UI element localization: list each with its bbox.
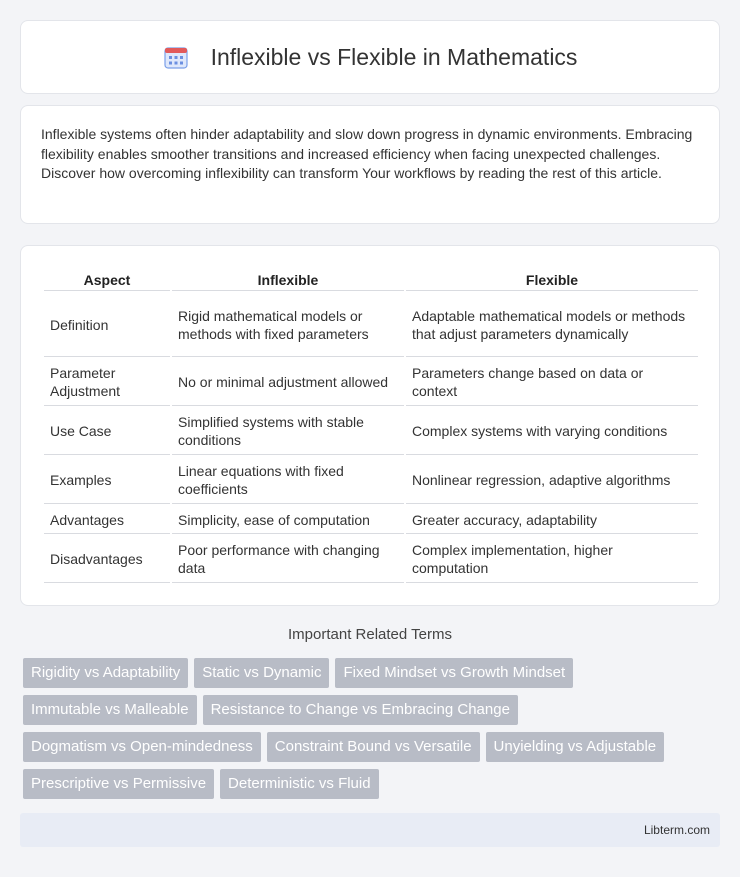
page-title: Inflexible vs Flexible in Mathematics (210, 43, 578, 70)
comparison-table-card (20, 245, 720, 606)
table-row (44, 293, 698, 357)
intro-text: Inflexible systems often hinder adaptability and slow down progress in dynamic environments. Embracing flexibility enables smoother transitions and increased efficiency when facing unexpected challenges. Discover how overcoming inflexibility can transform Your workflows by reading the rest of this article. (41, 126, 693, 181)
table-cell: Complex implementation, higher computation (406, 536, 698, 583)
column-header-flexible: Flexible (406, 268, 698, 291)
table-cell: Rigid mathematical models or methods with fixed parameters (172, 293, 404, 357)
table-cell: Examples (44, 457, 170, 504)
table-cell: Complex systems with varying conditions (406, 408, 698, 455)
table-cell: Simplicity, ease of computation (172, 506, 404, 534)
table-cell: Use Case (44, 408, 170, 455)
table-cell: Linear equations with fixed coefficients (172, 457, 404, 504)
table-cell: Poor performance with changing data (172, 536, 404, 583)
footer (20, 813, 720, 847)
table-row (44, 506, 698, 534)
column-header-aspect: Aspect (44, 268, 170, 291)
related-term-tag[interactable]: Fixed Mindset vs Growth Mindset (335, 658, 573, 688)
table-row (44, 408, 698, 455)
table-header-row (44, 268, 698, 291)
column-header-inflexible: Inflexible (172, 268, 404, 291)
related-term-tag[interactable]: Unyielding vs Adjustable (486, 732, 665, 762)
table-cell: Parameter Adjustment (44, 359, 170, 406)
table-cell: Parameters change based on data or context (406, 359, 698, 406)
related-terms-list (23, 658, 723, 799)
related-term-tag[interactable]: Static vs Dynamic (194, 658, 329, 688)
table-cell: Disadvantages (44, 536, 170, 583)
table-row (44, 536, 698, 583)
table-cell: Nonlinear regression, adaptive algorithms (406, 457, 698, 504)
comparison-table (42, 266, 700, 585)
calendar-grid-icon (163, 44, 189, 70)
related-term-tag[interactable]: Rigidity vs Adaptability (23, 658, 188, 688)
table-cell: Simplified systems with stable conditions (172, 408, 404, 455)
table-cell: Advantages (44, 506, 170, 534)
related-terms-title: Important Related Terms (288, 626, 452, 643)
table-row (44, 359, 698, 406)
table-cell: Definition (44, 293, 170, 357)
header-card (20, 20, 720, 94)
intro-card (20, 105, 720, 224)
related-term-tag[interactable]: Dogmatism vs Open-mindedness (23, 732, 261, 762)
related-term-tag[interactable]: Deterministic vs Fluid (220, 769, 379, 799)
table-cell: Adaptable mathematical models or methods that adjust parameters dynamically (406, 293, 698, 357)
table-cell: Greater accuracy, adaptability (406, 506, 698, 534)
related-term-tag[interactable]: Constraint Bound vs Versatile (267, 732, 480, 762)
table-row (44, 457, 698, 504)
footer-site-link[interactable]: Libterm.com (643, 823, 710, 837)
table-cell: No or minimal adjustment allowed (172, 359, 404, 406)
related-term-tag[interactable]: Immutable vs Malleable (23, 695, 197, 725)
related-term-tag[interactable]: Resistance to Change vs Embracing Change (203, 695, 518, 725)
related-term-tag[interactable]: Prescriptive vs Permissive (23, 769, 214, 799)
